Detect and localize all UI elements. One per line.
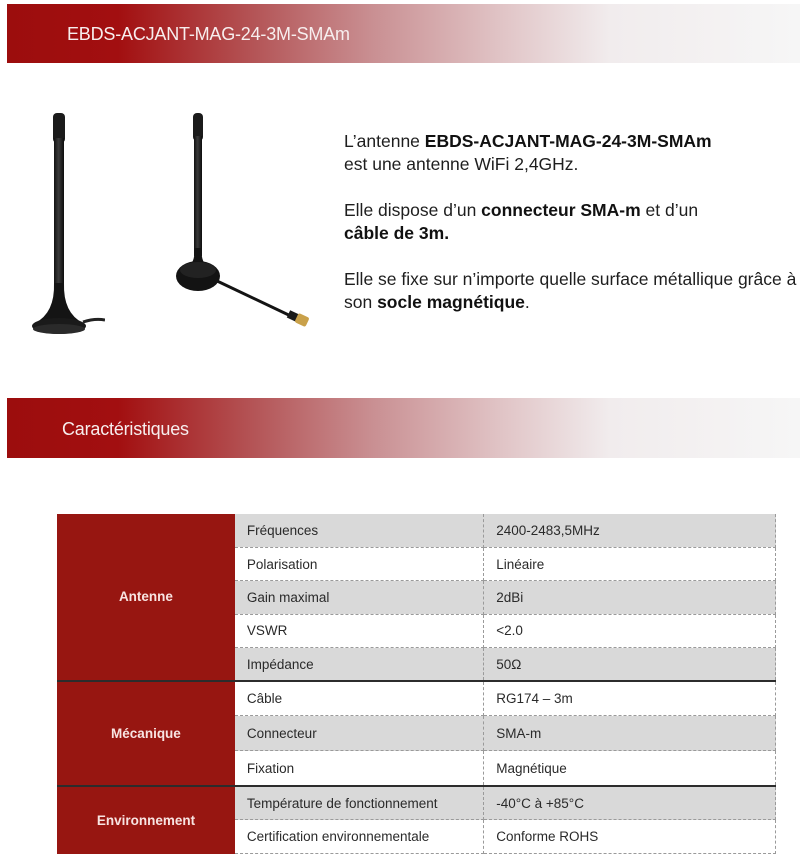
spec-value: Magnétique — [484, 751, 776, 786]
antenna-product-photo-front — [25, 108, 105, 348]
antenna-product-photo-cable — [170, 108, 315, 338]
product-description — [344, 130, 800, 337]
spec-label: Polarisation — [235, 547, 484, 580]
spec-label: Impédance — [235, 648, 484, 681]
table-row — [57, 786, 776, 820]
spec-value: Linéaire — [484, 547, 776, 580]
spec-value: 2400-2483,5MHz — [484, 514, 776, 547]
spec-value: 2dBi — [484, 581, 776, 614]
spec-value: Conforme ROHS — [484, 820, 776, 854]
spec-label: Gain maximal — [235, 581, 484, 614]
spec-value: <2.0 — [484, 614, 776, 647]
spec-label: Fixation — [235, 751, 484, 786]
section-banner — [7, 398, 800, 458]
title-banner — [7, 4, 800, 63]
product-title: EBDS-ACJANT-MAG-24-3M-SMAm — [67, 24, 350, 44]
spec-label: Connecteur — [235, 716, 484, 751]
category-mecanique: Mécanique — [57, 681, 235, 786]
description-paragraph-1: L’antenne EBDS-ACJANT-MAG-24-3M-SMAm est une antenne WiFi 2,4GHz. — [344, 131, 712, 174]
spec-label: VSWR — [235, 614, 484, 647]
description-paragraph-2: Elle dispose d’un connecteur SMA-m et d’un câble de 3m. — [344, 200, 699, 243]
section-title: Caractéristiques — [62, 419, 189, 439]
category-environnement: Environnement — [57, 786, 235, 854]
spec-label: Câble — [235, 681, 484, 716]
spec-label: Température de fonctionnement — [235, 786, 484, 820]
table-row — [57, 681, 776, 716]
specifications-table — [57, 514, 776, 854]
spec-value: RG174 – 3m — [484, 681, 776, 716]
category-antenne: Antenne — [57, 514, 235, 681]
spec-label: Certification environnementale — [235, 820, 484, 854]
spec-value: SMA-m — [484, 716, 776, 751]
spec-value: 50Ω — [484, 648, 776, 681]
description-paragraph-3: Elle se fixe sur n’importe quelle surface métallique grâce à son socle magnétique. — [344, 269, 797, 312]
spec-value: -40°C à +85°C — [484, 786, 776, 820]
spec-label: Fréquences — [235, 514, 484, 547]
table-row — [57, 514, 776, 547]
